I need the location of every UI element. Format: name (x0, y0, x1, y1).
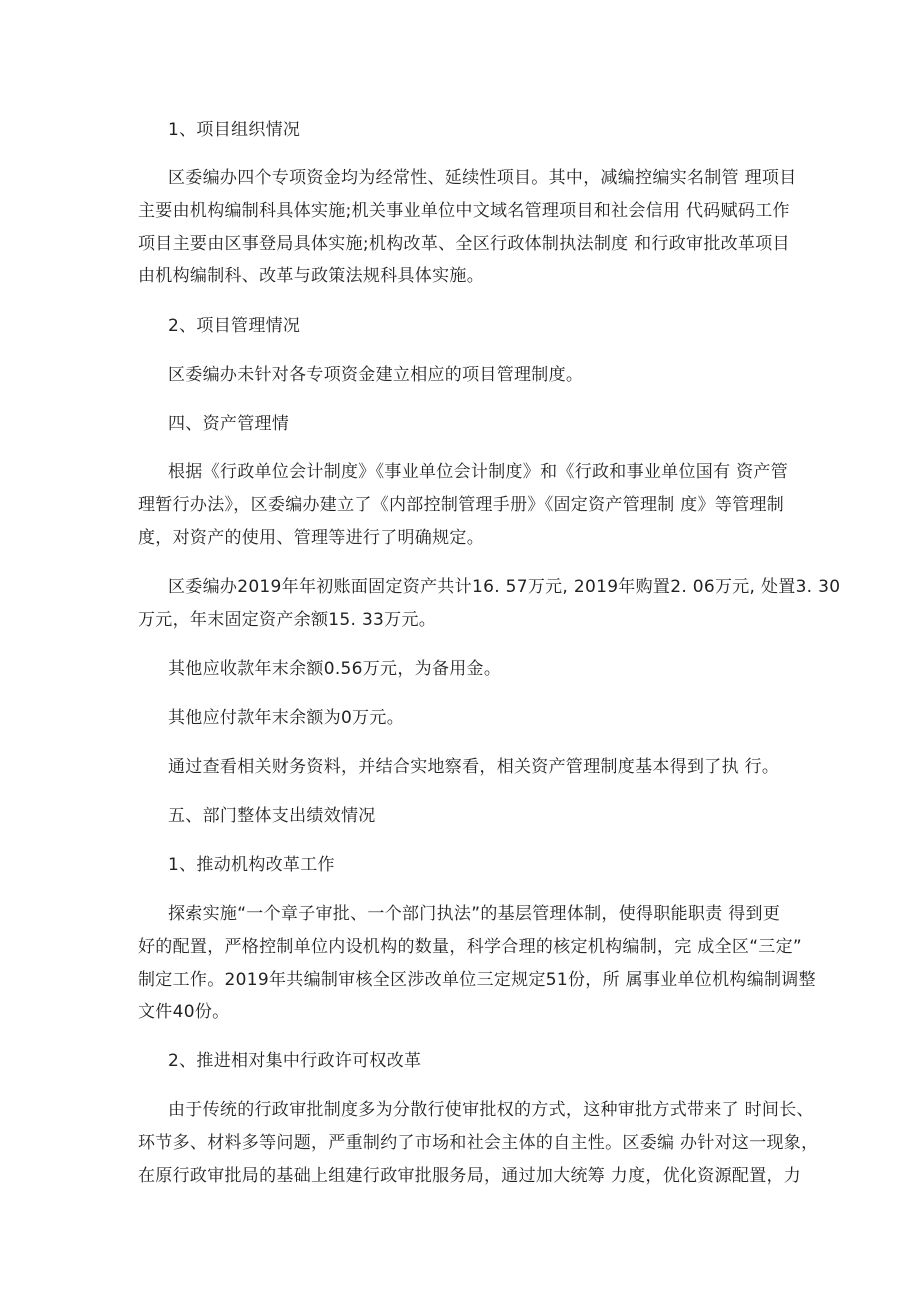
paragraph-line: 其他应收款年末余额0.56万元，为备用金。 (168, 659, 502, 679)
section-heading: 五、部门整体支出绩效情况 (168, 806, 376, 826)
paragraph-line: 度，对资产的使用、管理等进行了明确规定。 (138, 528, 484, 548)
paragraph-line: 根据《行政单位会计制度》《事业单位会计制度》和《行政和事业单位国有 资产管 (168, 462, 789, 482)
section-heading: 1、项目组织情况 (168, 120, 301, 140)
paragraph-line: 区委编办未针对各专项资金建立相应的项目管理制度。 (168, 365, 584, 385)
paragraph-line: 区委编办四个专项资金均为经常性、延续性项目。其中，减编控编实名制管 理项目 (168, 168, 797, 188)
paragraph-line: 通过查看相关财务资料，并结合实地察看，相关资产管理制度基本得到了执 行。 (168, 757, 780, 777)
section-heading: 1、推动机构改革工作 (168, 855, 335, 875)
paragraph-line: 探索实施“一个章子审批、一个部门执法”的基层管理体制，使得职能职责 得到更 (168, 904, 781, 924)
paragraph-line: 主要由机构编制科具体实施;机关事业单位中文域名管理项目和社会信用 代码赋码工作 (138, 201, 790, 221)
paragraph-line: 万元，年末固定资产余额15. 33万元。 (138, 610, 437, 630)
section-heading: 2、推进相对集中行政许可权改革 (168, 1051, 422, 1071)
paragraph-line: 由机构编制科、改革与政策法规科具体实施。 (138, 266, 484, 286)
section-heading: 2、项目管理情况 (168, 316, 301, 336)
paragraph-line: 制定工作。2019年共编制审核全区涉改单位三定规定51份，所 属事业单位机构编制调整 (138, 970, 816, 990)
paragraph-line: 在原行政审批局的基础上组建行政审批服务局，通过加大统筹 力度，优化资源配置，力 (138, 1166, 802, 1186)
paragraph-line: 好的配置，严格控制单位内设机构的数量，科学合理的核定机构编制，完 成全区“三定” (138, 937, 803, 957)
paragraph-line: 区委编办2019年年初账面固定资产共计16. 57万元, 2019年购置2. 06万元, 处置3. 30 (168, 577, 841, 597)
paragraph-line: 文件40份。 (138, 1002, 230, 1022)
paragraph-line: 项目主要由区事登局具体实施;机构改革、全区行政体制执法制度 和行政审批改革项目 (138, 234, 790, 254)
paragraph-line: 由于传统的行政审批制度多为分散行使审批权的方式，这种审批方式带来了 时间长、 (168, 1100, 814, 1120)
paragraph-line: 其他应付款年末余额为0万元。 (168, 708, 405, 728)
section-heading: 四、资产管理情 (168, 414, 290, 434)
paragraph-line: 理暂行办法》，区委编办建立了《内部控制管理手册》《固定资产管理制 度》等管理制 (138, 495, 785, 515)
paragraph-line: 环节多、材料多等问题，严重制约了市场和社会主体的自主性。区委编 办针对这一现象， (138, 1133, 819, 1153)
